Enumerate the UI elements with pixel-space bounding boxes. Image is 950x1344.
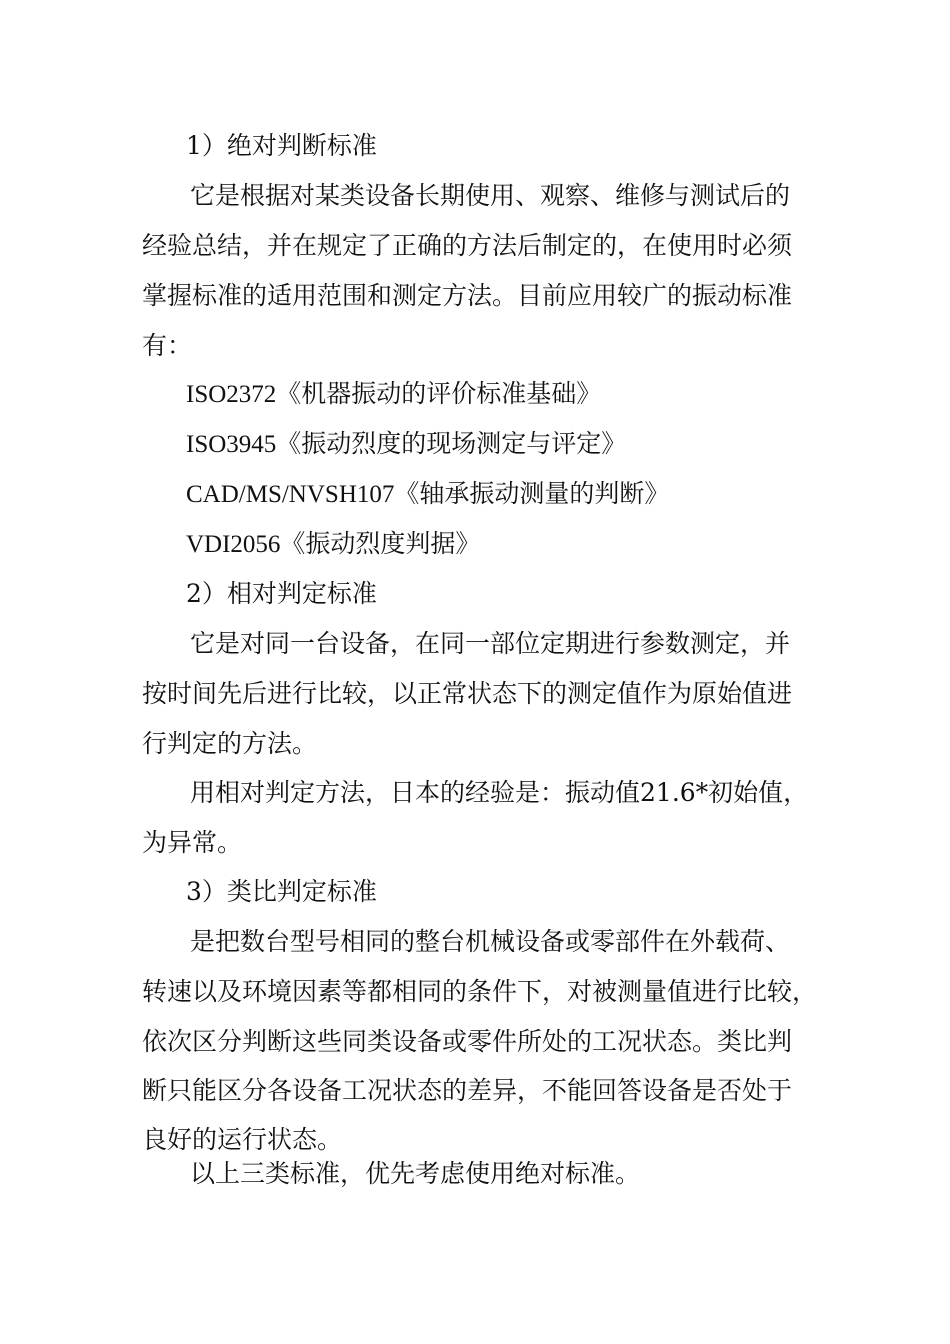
paragraph-line: 它是对同一台设备，在同一部位定期进行参数测定，并 <box>190 629 791 658</box>
section-heading-comparative: 3）类比判定标准 <box>186 877 377 906</box>
paragraph-line: 按时间先后进行比较，以正常状态下的测定值作为原始值进 <box>142 679 793 708</box>
paragraph-line: 依次区分判断这些同类设备或零件所处的工况状态。类比判 <box>142 1027 793 1056</box>
standard-item-iso2372: ISO2372《机器振动的评价标准基础》 <box>186 381 602 408</box>
paragraph-line: 用相对判定方法，日本的经验是：振动值21.6*初始值， <box>190 778 809 807</box>
paragraph-line: 经验总结，并在规定了正确的方法后制定的，在使用时必须 <box>142 231 793 260</box>
standard-item-nvsh107: CAD/MS/NVSH107《轴承振动测量的判断》 <box>186 481 670 508</box>
paragraph-line: 为异常。 <box>142 828 243 857</box>
paragraph-line: 断只能区分各设备工况状态的差异，不能回答设备是否处于 <box>142 1076 793 1105</box>
conclusion-line: 以上三类标准，优先考虑使用绝对标准。 <box>190 1159 641 1188</box>
paragraph-line: 有： <box>142 331 193 360</box>
section-heading-absolute: 1）绝对判断标准 <box>186 131 377 160</box>
standard-item-vdi2056: VDI2056《振动烈度判据》 <box>186 531 481 558</box>
paragraph-line: 良好的运行状态。 <box>142 1125 343 1154</box>
paragraph-line: 转速以及环境因素等都相同的条件下，对被测量值进行比较， <box>142 977 818 1006</box>
paragraph-line: 行判定的方法。 <box>142 729 318 758</box>
standard-item-iso3945: ISO3945《振动烈度的现场测定与评定》 <box>186 431 627 458</box>
section-heading-relative: 2）相对判定标准 <box>186 579 377 608</box>
paragraph-line: 它是根据对某类设备长期使用、观察、维修与测试后的 <box>190 181 791 210</box>
paragraph-line: 是把数台型号相同的整台机械设备或零部件在外载荷、 <box>190 927 791 956</box>
paragraph-line: 掌握标准的适用范围和测定方法。目前应用较广的振动标准 <box>142 281 793 310</box>
